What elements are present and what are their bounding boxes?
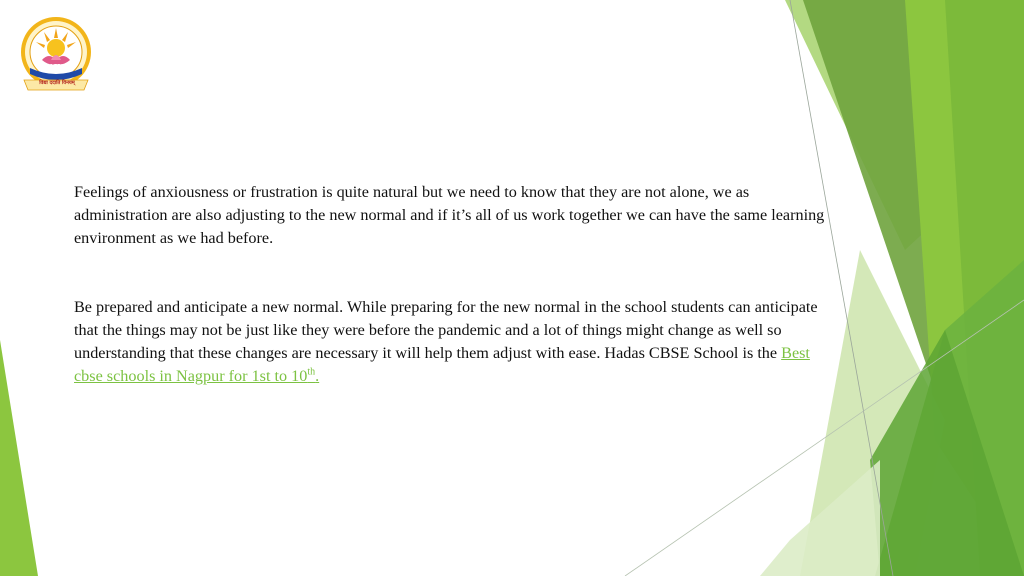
link-superscript: th (307, 366, 316, 378)
paragraph-2-text: Be prepared and anticipate a new normal. While preparing for the new normal in the school students can anticipate that the things may not be just like they were before the pandemic and a lot of things might change as well so understanding that these changes are necessary it will help them adjust with ease. Hadas CBSE School is the (74, 298, 818, 362)
paragraph-2 (74, 296, 834, 388)
logo-motto: विद्या ददाति विनयम् (39, 80, 75, 86)
paragraph-1: Feelings of anxiousness or frustration is quite natural but we need to know that they are not alone, we as administration are also adjusting to the new normal and if it’s all of us work together we can have the same learning environment as we had before. (74, 183, 825, 247)
link-end: . (315, 367, 320, 385)
school-logo (18, 14, 96, 98)
link-text: Best cbse schools in Nagpur for 1st to 10 (74, 344, 810, 385)
left-green-sliver (0, 340, 38, 576)
logo-city-label: NAGPUR (45, 64, 69, 70)
